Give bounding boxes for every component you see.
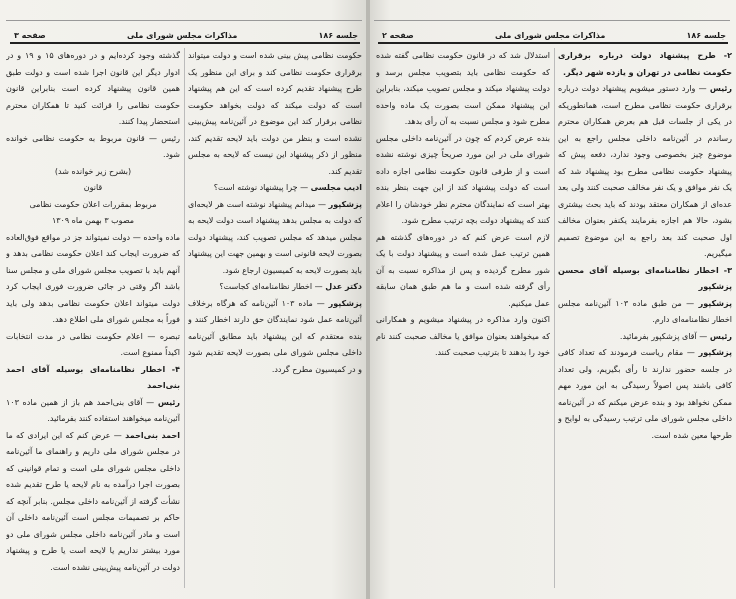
speech-text: — میدانم پیشنهاد نوشته است هر لایحه‌ای که دولت به مجلس بدهد پیشنهاد است دولت لایحه به مجلس میدهد که مجلس تصویب کند، پیشنهاد دولت بصورت لایحه قانونی است و بهمین جهت این پیشنهاد باید بصورت لایحه به کمیسیون ارجاع شود. [188,199,362,275]
column-divider [554,48,555,588]
section-heading: ۲- طرح پیشنهاد دولت درباره برقراری حکومت نظامی در تهران و یازده شهر دیگر. [558,51,732,77]
speech-text: — مقام ریاست فرمودند که تعداد کافی در جلسه حضور ندارند تا رأی بگیریم، ولی تعداد کافی باشند پس اصولاً رسیدگی به این مورد مهم ممکن نخواهد بود و بنده عرض میکنم که در آئین‌نامه داخلی مجلس شورای ملی ترتیب رسیدگی به لوایح و طرحها معین شده است. [558,348,732,440]
centered-line: (بشرح زیر خوانده شد) [54,166,132,176]
speech-paragraph [188,197,362,280]
paragraph: لازم است عرض کنم که در دوره‌های گذشته هم همین ترتیب عمل شده است و پیشنهاد دولت با یک شور مطرح گردیده و پس از مذاکره نسبت به آن رأی گرفته شده است و ما هم طبق همان سابقه عمل میکنیم. [376,232,550,308]
session-number: جلسه ۱۸۶ [318,30,358,40]
text-column [376,48,550,588]
text-column [558,48,732,588]
paragraph: رئیس — قانون مربوط به حکومت نظامی خوانده شود. [6,133,180,159]
centered-line: مربوط بمقررات اعلان حکومت نظامی [29,199,157,209]
speech-text: — اخطار نظامنامه‌ای کجاست؟ [219,282,326,291]
speech-paragraph [558,345,732,444]
speech-paragraph [188,279,362,296]
right-page [368,0,736,599]
speaker-name: پزشکپور [698,348,732,357]
top-divider [6,20,362,21]
speaker-name: احمد بنی‌احمد [125,430,180,440]
page-gutter [366,0,370,599]
speech-text: — ماده ۱۰۳ آئین‌نامه که هرگاه برخلاف آئین‌نامه عمل شود نمایندگان حق دارند اخطار کنند و بنده معتقدم که این پیشنهاد باید مطابق آئین‌نامه داخلی مجلس شورای ملی بصورت لایحه تقدیم شود و در کمیسیون مطرح گردد. [188,298,362,374]
speech-paragraph [188,296,362,379]
header-rule [10,42,360,44]
speaker-name: پزشکپور [328,199,362,209]
centered-line: مصوب ۳ بهمن ماه ۱۳۰۹ [51,216,135,225]
speech-text: — چرا پیشنهاد نوشته است؟ [213,183,311,192]
paragraph: اکنون وارد مذاکره در پیشنهاد میشویم و همکارانی که میخواهند بعنوان موافق یا مخالف صحبت کنند نام خود را بدهند تا بترتیب صحبت کنند. [376,315,550,357]
session-number: جلسه ۱۸۶ [686,30,726,40]
section-heading: ۴- اخطار نظامنامه‌ای بوسیله آقای احمد بنی‌احمد [6,364,180,390]
section-heading: ۳- اخطار نظامنامه‌ای بوسیله آقای محسن پزشکپور [558,265,732,291]
speech-paragraph [558,296,732,329]
speech-paragraph [188,180,362,197]
paragraph: گذشته وجود کرده‌ایم و در دوره‌های ۱۵ و ۱۹ و در ادوار دیگر این قانون اجرا شده است و دولت طبق همین قانون پیشنهاد کرده است بنابراین قانون حکومت نظامی را قرائت کنید تا همکاران محترم استحضار پیدا کنند. [6,51,180,126]
top-divider [374,20,730,21]
paragraph: حکومت نظامی پیش بینی شده است و دولت میتواند برقراری حکومت نظامی کند و برای این منظور یک طرح پیشنهاد تقدیم کرده است که این هم پیشنهاد است که دولت میکند که دولت بخواهد حکومت نظامی برقرار کند این موضوع در آئین‌نامه پیش‌بینی نشده است و بنظر من دولت باید لایحه تقدیم کند، منظور از ذکر پیشنهاد این نیست که لایحه به مجلس تقدیم کند. [188,51,362,176]
paragraph: ماده واحده — دولت نمیتواند جز در مواقع فوق‌العاده که ضرورت ایجاب کند اعلان حکومت نظامی بدهد و آنهم باید با تصویب مجلس شورای ملی و مجلس سنا باشد اگر وقتی در جائی ضرورت فوری ایجاب کرد دولت میتواند اعلان حکومت نظامی بدهد ولی باید فوراً به مجلس شورای ملی اطلاع دهد. [6,232,180,324]
speech-paragraph [6,428,180,577]
speech-paragraph [558,329,732,346]
publication-title: مذاکرات مجلس شورای ملی [127,30,238,40]
paragraph: استدلال شد که در قانون حکومت نظامی گفته شده که حکومت نظامی باید بتصویب مجلس برسد و دولت پیشنهاد میکند و مجلس تصویب میکند، بنابراین این پیشنهاد ممکن است بصورت یک ماده واحده مطرح شود و مجلس نسبت به آن رأی بدهد. [376,51,550,126]
paragraph: بنده عرض کردم که چون در آئین‌نامه داخلی مجلس شورای ملی در این مورد صریحاً چیزی نوشته نشده است و از طرفی قانون حکومت نظامی اجازه داده است که دولت پیشنهاد کند از این جهت بنظر بنده بهتر است که نمایندگان محترم نظر خودشان را اعلام کنند که پیشنهاد دولت بچه ترتیب مطرح شود. [376,133,550,225]
speech-text: — آقای پزشکپور بفرمائید. [619,331,710,341]
right-page-header [382,29,726,41]
centered-line: قانون [83,183,103,192]
text-column [188,48,362,588]
header-rule [378,42,728,44]
speaker-name: پزشکپور [698,298,732,308]
speech-text: — وارد دستور میشویم پیشنهاد دولت درباره برقراری حکومت نظامی مطرح است، همانطوریکه در یکی از جلسات قبل هم بعرض همکاران محترم رساندم در آئین‌نامه داخلی مجلس راجع به این موضوع چیز بخصوصی وجود ندارد، دفعه پیش که پیشنهاد حکومت نظامی مطرح بود پیشنهاد شد که یک نفر موافق و یک نفر مخالف صحبت کنند ولی بعد عده‌ای از همکاران معتقد بودند که باید بحث بیشتری بشود، حالا هم اجازه بفرمایند یکنفر بعنوان مخالف اول صحبت کند بعد راجع به این موضوع تصمیم میگیریم. [558,84,732,258]
speaker-name: ادیب مجلسی [310,183,362,192]
speaker-name: رئیس [709,331,732,341]
left-page-header [14,29,358,41]
speaker-name: رئیس [157,397,180,407]
page-number: صفحه ۳ [14,30,46,40]
speech-text: — آقای بنی‌احمد هم باز از همین ماده ۱۰۳ آئین‌نامه میخواهند استفاده کنند بفرمائید. [6,397,180,423]
speech-paragraph [6,395,180,428]
speaker-name: دکتر عدل [325,282,362,291]
speech-text: — عرض کنم که این ایرادی که ما در مجلس شورای ملی داریم و راهنمای ما آئین‌نامه داخلی مجلس شورای ملی است و تمام قوانینی که بصورت اجرا درآمده به نام لایحه یا طرح تقدیم شده نشأت گرفته از آئین‌نامه داخلی مجلس. بنابر آنچه که حاکم بر تصمیمات مجلس است آئین‌نامه داخلی آن است و مادر آئین‌نامه داخلی مجلس شورای ملی دو مورد بیشتر نداریم یا لایحه است یا طرح و پیشنهاد دولت در آئین‌نامه پیش‌بینی نشده است. [6,430,180,572]
text-column [6,48,180,588]
page-number: صفحه ۲ [382,30,414,40]
paragraph: تبصره — اعلام حکومت نظامی در مدت انتخابات اکیداً ممنوع است. [6,331,180,357]
publication-title: مذاکرات مجلس شورای ملی [495,30,606,40]
speaker-name: پزشکپور [328,298,362,308]
column-divider [184,48,185,588]
speech-paragraph [558,81,732,263]
speech-text: — من طبق ماده ۱۰۳ آئین‌نامه مجلس اخطار نظامنامه‌ای دارم. [558,298,732,324]
speaker-name: رئیس [709,84,732,93]
